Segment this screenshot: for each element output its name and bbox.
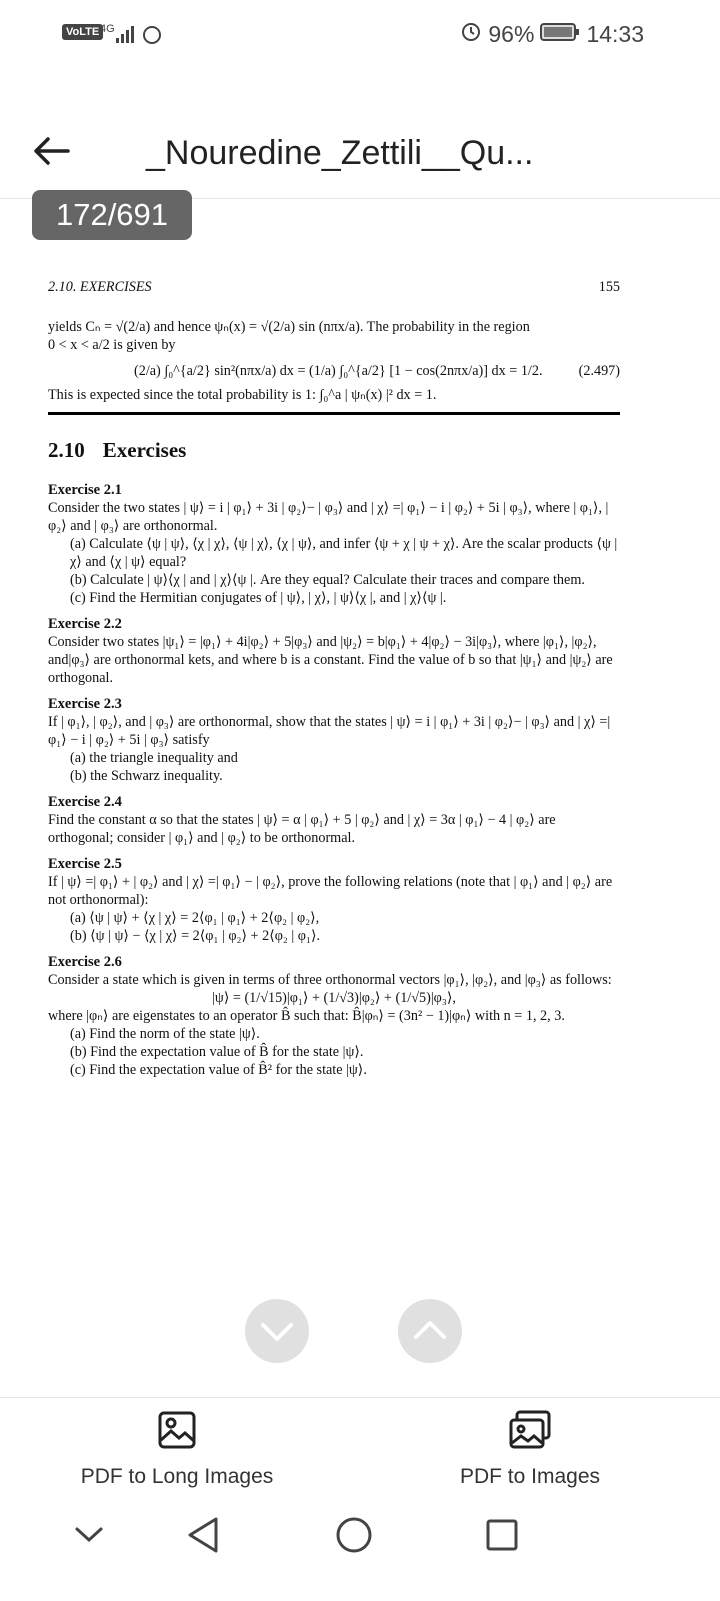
expected-line: This is expected since the total probability is 1: ∫₀^a | ψₙ(x) |² dx = 1. [48, 387, 437, 403]
exercise-part: (b) ⟨ψ | ψ⟩ − ⟨χ | χ⟩ = 2⟨φ₁ | φ₂⟩ + 2⟨φ₂ | φ₁⟩. [70, 928, 321, 944]
pdf-to-images-label: PDF to Images [459, 1465, 601, 1488]
pdf-page [48, 278, 620, 1087]
next-page-button[interactable] [245, 1299, 309, 1363]
exercise-part: (a) the triangle inequality and [70, 750, 238, 766]
exercise-text: If | ψ⟩ =| φ₁⟩ + | φ₂⟩ and | χ⟩ =| φ₁⟩ − | φ₂⟩, prove the following relations (note that | φ₁⟩ and | φ₂⟩ are not orthonormal): [48, 874, 613, 908]
battery-percent: 96% [488, 20, 535, 47]
exercise-part: (a) Calculate ⟨ψ | ψ⟩, ⟨χ | χ⟩, ⟨ψ | χ⟩, ⟨χ | ψ⟩, and infer ⟨ψ + χ | ψ + χ⟩. Are the scalar products ⟨ψ | χ⟩ and ⟨χ | ψ⟩ equal? [70, 536, 618, 570]
section-heading [48, 438, 620, 462]
exercise-part: (c) Find the Hermitian conjugates of | ψ⟩, | χ⟩, | ψ⟩⟨χ |, and | χ⟩⟨ψ |. [70, 590, 447, 606]
exercise-part: (b) the Schwarz inequality. [70, 768, 223, 784]
equation-2-497 [48, 362, 620, 380]
exercise [48, 615, 620, 687]
exercise [48, 953, 620, 1079]
exercise-text: Consider two states |ψ₁⟩ = |φ₁⟩ + 4i|φ₂⟩ + 5|φ₃⟩ and |ψ₂⟩ = b|φ₁⟩ + 4|φ₂⟩ − 3i|φ₃⟩, where |φ₁⟩, |φ₂⟩, and|φ₃⟩ are orthonormal kets, and where b is a constant. Find the value of b so that |ψ₁⟩ and |ψ₂⟩ are orthogonal. [48, 634, 613, 686]
exercise-title: Exercise 2.3 [48, 696, 122, 712]
title-bar [0, 112, 720, 199]
system-navigation-bar [0, 1506, 720, 1566]
alarm-icon [460, 20, 482, 48]
state-equation: |ψ⟩ = (1/√15)|φ₁⟩ + (1/√3)|φ₂⟩ + (1/√5)|φ₃⟩, [212, 990, 456, 1006]
bottom-action-bar [0, 1397, 720, 1601]
exercise [48, 793, 620, 847]
exercise [48, 695, 620, 785]
exercise-title: Exercise 2.5 [48, 856, 122, 872]
exercise [48, 855, 620, 945]
page-number: 155 [598, 279, 620, 295]
exercise [48, 481, 620, 607]
section-title: Exercises [102, 438, 187, 462]
exercise-title: Exercise 2.6 [48, 954, 122, 970]
recents-nav-icon[interactable] [485, 1518, 519, 1557]
running-header-title: 2.10. EXERCISES [48, 279, 152, 295]
volte-indicator: VoLTE [62, 24, 103, 40]
exercise-part: (a) ⟨ψ | ψ⟩ + ⟨χ | χ⟩ = 2⟨φ₁ | φ₁⟩ + 2⟨φ₂ | φ₂⟩, [70, 910, 320, 926]
hide-nav-icon[interactable] [74, 1524, 104, 1549]
pdf-to-images-button[interactable] [400, 1410, 660, 1489]
signal-icon [100, 20, 170, 55]
exercise-text: Consider a state which is given in terms of three orthonormal vectors |φ₁⟩, |φ₂⟩, and |φ₃⟩ as follows: [48, 972, 612, 988]
intro-line: 0 < x < a/2 is given by [48, 337, 176, 353]
exercise-text: If | φ₁⟩, | φ₂⟩, and | φ₃⟩ are orthonormal, show that the states | ψ⟩ = i | φ₁⟩ + 3i | φ₂⟩− | φ₃⟩ and | χ⟩ =| φ₁⟩ − i | φ₂⟩ + 5i | φ₃⟩ satisfy [48, 714, 611, 748]
long-image-icon [157, 1410, 197, 1450]
pdf-to-long-images-button[interactable] [47, 1410, 307, 1489]
exercise-text: where |φₙ⟩ are eigenstates to an operator B̂ such that: B̂|φₙ⟩ = (3n² − 1)|φₙ⟩ with n = 1, 2, 3. [48, 1008, 565, 1024]
document-title: _Nouredine_Zettili__Qu... [146, 134, 534, 172]
clock: 14:33 [586, 20, 644, 47]
chevron-down-icon [245, 1299, 309, 1363]
chevron-up-icon [398, 1299, 462, 1363]
home-nav-icon[interactable] [335, 1516, 373, 1559]
exercise-title: Exercise 2.4 [48, 794, 122, 810]
battery-icon [540, 21, 580, 48]
status-bar [0, 0, 720, 70]
network-type: 4G [100, 23, 115, 35]
exercise-text: Find the constant α so that the states | ψ⟩ = α | φ₁⟩ + 5 | φ₂⟩ and | χ⟩ = 3α | φ₁⟩ − 4 | φ₂⟩ are orthogonal; consider | φ₁⟩ and | φ₂⟩ to be orthonormal. [48, 812, 556, 846]
pdf-to-long-images-label: PDF to Long Images [80, 1465, 274, 1488]
exercise-part: (b) Find the expectation value of B̂ for the state |ψ⟩. [70, 1044, 364, 1060]
exercise-title: Exercise 2.2 [48, 616, 122, 632]
exercise-text: Consider the two states | ψ⟩ = i | φ₁⟩ + 3i | φ₂⟩− | φ₃⟩ and | χ⟩ =| φ₁⟩ − i | φ₂⟩ + 5i | φ₃⟩, where | φ₁⟩, | φ₂⟩ and | φ₃⟩ are orthonormal. [48, 500, 609, 534]
equation-body: (2/a) ∫₀^{a/2} sin²(nπx/a) dx = (1/a) ∫₀^{a/2} [1 − cos(2nπx/a)] dx = 1/2. [134, 363, 543, 379]
equation-number: (2.497) [578, 363, 620, 379]
exercise-title: Exercise 2.1 [48, 482, 122, 498]
exercise-part: (b) Calculate | ψ⟩⟨χ | and | χ⟩⟨ψ |. Are they equal? Calculate their traces and compare them. [70, 572, 585, 588]
images-icon [508, 1410, 552, 1450]
back-arrow-icon[interactable] [32, 136, 72, 171]
intro-line: yields Cₙ = √(2/a) and hence ψₙ(x) = √(2/a) sin (nπx/a). The probability in the region [48, 319, 530, 335]
page-indicator: 172/691 [32, 190, 192, 240]
back-nav-icon[interactable] [186, 1516, 220, 1559]
exercise-part: (c) Find the expectation value of B̂² for the state |ψ⟩. [70, 1062, 367, 1078]
previous-page-button[interactable] [398, 1299, 462, 1363]
running-header [48, 278, 620, 296]
section-number: 2.10 [48, 438, 85, 462]
section-divider [48, 412, 620, 415]
exercise-part: (a) Find the norm of the state |ψ⟩. [70, 1026, 260, 1042]
